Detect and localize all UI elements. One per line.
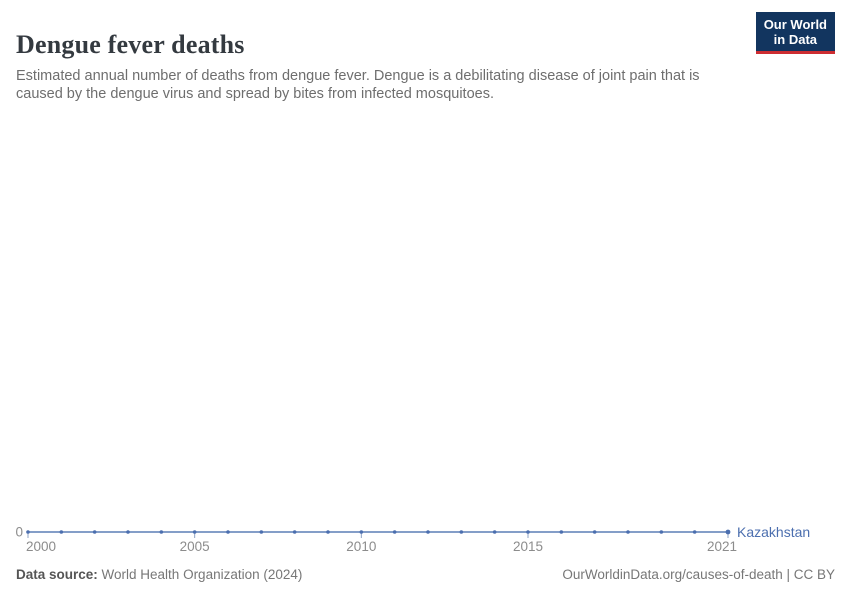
- data-point[interactable]: [60, 530, 64, 534]
- data-point[interactable]: [193, 530, 197, 534]
- data-point[interactable]: [593, 530, 597, 534]
- data-point[interactable]: [526, 530, 530, 534]
- license-note[interactable]: [562, 567, 835, 582]
- data-point[interactable]: [726, 530, 731, 535]
- owid-logo-line2: in Data: [773, 32, 818, 47]
- chart-svg[interactable]: [0, 95, 850, 555]
- data-point[interactable]: [660, 530, 664, 534]
- x-tick-label: 2005: [179, 539, 210, 554]
- chart-subtitle: Estimated annual number of deaths from dengue fever. Dengue is a debilitating disease of joint pain that is caused by the dengue virus and spread by bites from infected mosquitoes.: [16, 67, 700, 102]
- data-point[interactable]: [26, 530, 30, 534]
- data-point[interactable]: [293, 530, 297, 534]
- owid-logo[interactable]: [756, 12, 835, 54]
- data-point[interactable]: [326, 530, 330, 534]
- data-point[interactable]: [393, 530, 397, 534]
- series-entity-label[interactable]: Kazakhstan: [737, 524, 811, 540]
- y-tick-label: 0: [15, 524, 23, 540]
- x-tick-label: 2010: [346, 539, 377, 554]
- data-point[interactable]: [460, 530, 464, 534]
- x-tick-label: 2021: [706, 539, 738, 554]
- chart-footer: [16, 567, 835, 582]
- data-point[interactable]: [160, 530, 164, 534]
- data-source-label: Data source:: [16, 567, 98, 582]
- data-point[interactable]: [126, 530, 130, 534]
- owid-logo-line1: Our World: [763, 17, 827, 32]
- data-point[interactable]: [360, 530, 364, 534]
- data-point[interactable]: [493, 530, 497, 534]
- data-point[interactable]: [426, 530, 430, 534]
- x-tick-label: 2000: [26, 539, 57, 554]
- data-point[interactable]: [560, 530, 564, 534]
- data-point[interactable]: [693, 530, 697, 534]
- data-source-note[interactable]: [16, 567, 302, 582]
- data-source-value: World Health Organization (2024): [97, 567, 303, 582]
- data-point[interactable]: [93, 530, 97, 534]
- data-point[interactable]: [260, 530, 264, 534]
- page-title: Dengue fever deaths: [16, 30, 245, 60]
- data-point[interactable]: [226, 530, 230, 534]
- data-point[interactable]: [626, 530, 630, 534]
- x-tick-label: 2015: [512, 539, 544, 554]
- license-text: OurWorldinData.org/causes-of-death | CC BY: [562, 567, 835, 582]
